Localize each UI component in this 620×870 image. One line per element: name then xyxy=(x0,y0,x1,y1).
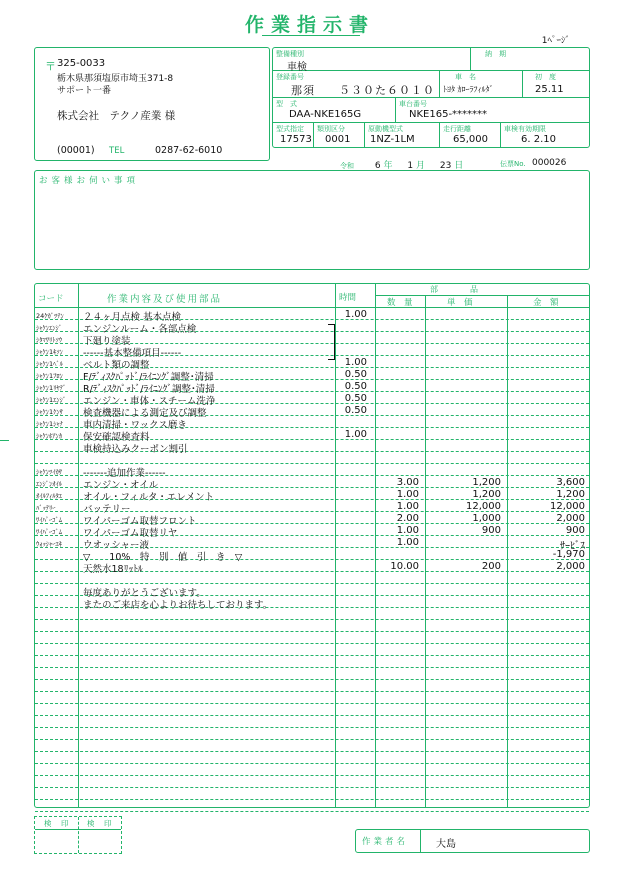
tel-label: TEL xyxy=(109,146,125,156)
row-unit-price: 200 xyxy=(481,561,501,572)
row-divider xyxy=(35,763,589,764)
row-code: ﾜｲﾊﾟｰｺﾞﾑ xyxy=(36,528,62,536)
ruibetsu-value: 0001 xyxy=(325,134,351,145)
row-description: ウオッシャー液 xyxy=(83,540,150,551)
worker-box xyxy=(355,829,590,853)
row-divider xyxy=(35,727,589,728)
row-quantity: 10.00 xyxy=(390,561,419,572)
yuko-label: 車検有効期限 xyxy=(504,125,546,133)
soko-value: 65,000 xyxy=(453,134,488,145)
work-table xyxy=(34,283,590,808)
row-description: またのご来店を心よりお待ちしております。 xyxy=(83,600,273,611)
shodo-label: 初 度 xyxy=(535,73,556,81)
row-code: ｼｬｹﾝ1ﾍﾞﾙ xyxy=(36,360,63,368)
row-description: バッテリー xyxy=(83,504,131,515)
row-code: ﾊﾞｯﾃﾘｰ xyxy=(36,504,56,512)
row-unit-price: 12,000 xyxy=(466,501,501,512)
col-code: コード xyxy=(38,294,64,304)
row-code: ｼｬｹﾝﾎｱﾝｶ xyxy=(36,432,62,440)
toroku-value: 那須 ５３０た６０１０ xyxy=(291,84,435,97)
row-amount: ｻｰﾋﾞｽ xyxy=(560,541,585,552)
margin-tick xyxy=(0,440,9,441)
row-description: エンジン・オイル xyxy=(83,480,159,491)
row-description: ワイパーゴム取替フロント xyxy=(83,516,197,527)
row-amount: 1,200 xyxy=(556,489,585,500)
row-divider xyxy=(35,583,589,584)
col-time: 時間 xyxy=(339,293,357,303)
row-code: ｼｬｹﾝ1ﾌﾛﾝ xyxy=(36,372,63,380)
gendoki-label: 原動機型式 xyxy=(368,125,403,133)
customer-name: 株式会社 テクノ産業 様 xyxy=(57,110,176,122)
soko-label: 走行距離 xyxy=(443,125,471,133)
row-description: ▽ 10% 特 別 値 引 き ▽ xyxy=(83,552,243,563)
row-code: ｼｬｹﾝ1ｴﾝｼﾞ xyxy=(36,396,67,404)
row-divider xyxy=(35,643,589,644)
row-divider xyxy=(35,787,589,788)
col-description: 作業内容及び使用部品 xyxy=(107,294,223,305)
row-code: ﾜｲﾊﾟｰｺﾞﾑ xyxy=(36,516,62,524)
row-divider xyxy=(35,703,589,704)
inspection-stamp-area xyxy=(34,816,122,854)
row-amount: 3,600 xyxy=(556,477,585,488)
row-quantity: 1.00 xyxy=(396,537,419,548)
row-quantity: 1.00 xyxy=(396,501,419,512)
page-number: 1ﾍﾟｰｼﾞ xyxy=(541,36,570,46)
row-code: ｼｬｹﾝ1ｹﾝｻ xyxy=(36,408,63,416)
worker-label: 作業者名 xyxy=(362,837,409,847)
row-divider xyxy=(35,751,589,752)
customer-tel: 0287-62-6010 xyxy=(155,145,223,156)
row-divider xyxy=(35,691,589,692)
row-code: ｼﾀﾏﾜﾘﾄｿｳ xyxy=(36,336,62,344)
row-amount: 12,000 xyxy=(550,501,585,512)
row-code: ｴﾝｼﾞﾝｵｲﾙ xyxy=(36,480,62,488)
row-divider xyxy=(35,463,589,464)
row-description: R/ﾃﾞｨｽｸﾊﾟｯﾄﾞ/ﾗｲﾆﾝｸﾞ調整･清掃 xyxy=(83,384,215,395)
row-quantity: 1.00 xyxy=(396,489,419,500)
row-description: 天然水18ﾘｯﾄﾙ xyxy=(83,564,143,575)
katashiki-label: 型 式 xyxy=(276,100,297,108)
shitei-label: 型式指定 xyxy=(276,125,304,133)
row-description: ワイパーゴム取替リヤ xyxy=(83,528,178,539)
row-description: F/ﾃﾞｨｽｸﾊﾟｯﾄﾞ/ﾗｲﾆﾝｸﾞ調整･清掃 xyxy=(83,372,214,383)
col-quantity: 数 量 xyxy=(387,298,413,308)
row-time: 0.50 xyxy=(344,393,367,404)
row-time: 0.50 xyxy=(344,381,367,392)
col-parts: 部 品 xyxy=(430,285,478,294)
slip-number: 000026 xyxy=(532,158,567,168)
row-unit-price: 1,200 xyxy=(472,489,501,500)
issue-date: 令和 6 年 1 月 23 日 xyxy=(340,161,464,171)
row-divider xyxy=(35,811,589,812)
customer-address: 栃木県那須塩原市埼玉371-8 xyxy=(57,74,174,84)
katashiki-value: DAA-NKE165G xyxy=(289,109,362,120)
postal-mark: 〒 xyxy=(45,60,56,73)
row-code: 24ｹｶﾞﾂﾃﾝ xyxy=(36,312,64,320)
row-divider xyxy=(35,799,589,800)
row-divider xyxy=(35,715,589,716)
slip-label: 伝票No. xyxy=(500,160,526,168)
requests-label: お客様お伺い事項 xyxy=(39,176,140,186)
row-description: 車検持込みクーポン割引 xyxy=(83,444,188,455)
row-description: -------追加作業------ xyxy=(83,468,166,479)
ruibetsu-label: 類別区分 xyxy=(317,125,345,133)
shitei-value: 17573 xyxy=(280,134,312,145)
worker-name: 大島 xyxy=(436,839,456,850)
row-quantity: 2.00 xyxy=(396,513,419,524)
shadai-value: NKE165-******* xyxy=(409,109,488,120)
shadai-label: 車台番号 xyxy=(399,100,427,108)
row-description: ------基本整備項目------ xyxy=(83,348,182,359)
row-amount: 2,000 xyxy=(556,513,585,524)
row-divider xyxy=(35,679,589,680)
row-divider xyxy=(35,775,589,776)
row-divider xyxy=(35,655,589,656)
title-underline xyxy=(262,35,360,36)
row-unit-price: 1,200 xyxy=(472,477,501,488)
row-time: 1.00 xyxy=(344,309,367,320)
customer-address-2: サポート一番 xyxy=(57,86,112,96)
seibi-value: 車検 xyxy=(287,62,307,73)
row-description: エンジンルーム・各部点検 xyxy=(83,324,197,335)
row-amount: 900 xyxy=(565,525,585,536)
col-unit-price: 単 価 xyxy=(447,298,473,308)
row-code: ｳｫｯｼｬｰｴｷ xyxy=(36,540,62,548)
row-description: 検査機器による測定及び調整 xyxy=(83,408,207,419)
row-quantity: 1.00 xyxy=(396,525,419,536)
row-description: 毎度ありがとうございます。 xyxy=(83,588,206,599)
inspection-label-1: 検 印 xyxy=(44,819,70,828)
customer-id: (00001) xyxy=(57,145,95,156)
row-divider xyxy=(35,739,589,740)
row-description: エンジン・車体・スチーム洗浄 xyxy=(83,396,216,407)
noki-label: 納 期 xyxy=(485,50,506,58)
row-divider xyxy=(35,631,589,632)
shamei-label: 車 名 xyxy=(455,73,476,81)
row-description: ２４ヶ月点検 基本点検 xyxy=(83,312,182,323)
inspection-label-2: 検 印 xyxy=(87,819,113,828)
customer-box xyxy=(34,47,270,161)
row-divider xyxy=(35,667,589,668)
row-code: ｼｬｹﾝｴﾝｼﾞ xyxy=(36,324,62,332)
row-unit-price: 1,000 xyxy=(472,513,501,524)
row-description: オイル・フィルタ・エレメント xyxy=(83,492,215,503)
requests-box xyxy=(34,170,590,270)
row-amount: -1,970 xyxy=(552,549,585,560)
row-quantity: 3.00 xyxy=(396,477,419,488)
row-time: 1.00 xyxy=(344,357,367,368)
row-code: ｼｬｹﾝ1ｷｿﾝ xyxy=(36,348,63,356)
col-amount: 金 額 xyxy=(533,298,559,308)
shodo-value: 25.11 xyxy=(535,84,564,95)
seibi-label: 整備種別 xyxy=(276,50,304,58)
postal-code: 325-0033 xyxy=(57,58,106,69)
row-description: ベルト類の調整 xyxy=(83,360,150,371)
row-time: 1.00 xyxy=(344,429,367,440)
row-amount: 2,000 xyxy=(556,561,585,572)
row-time: 0.50 xyxy=(344,369,367,380)
bracket-mark xyxy=(328,324,335,360)
vehicle-box xyxy=(272,47,590,148)
row-code: ｵｲﾙﾌｨﾙﾀｴ xyxy=(36,492,62,500)
gendoki-value: 1NZ-1LM xyxy=(370,134,415,145)
toroku-label: 登録番号 xyxy=(276,73,304,81)
row-unit-price: 900 xyxy=(481,525,501,536)
row-code: ｼｬｹﾝ1ｼｬﾅ xyxy=(36,420,63,428)
yuko-value: 6. 2.10 xyxy=(521,134,556,145)
document-title: 作業指示書 xyxy=(244,14,375,36)
row-description: 保安確認検査料 xyxy=(83,432,150,443)
row-code: ｼｬｹﾝﾂｲｶｻ xyxy=(36,468,62,476)
row-description: 車内清掃・ワックス磨き xyxy=(83,420,187,431)
shamei-value: ﾄﾖﾀ ｶﾛｰﾗﾌｨﾙﾀﾞ xyxy=(443,85,494,94)
row-code: ｼｬｹﾝ1ﾘﾔﾃﾞ xyxy=(36,384,67,392)
row-time: 0.50 xyxy=(344,405,367,416)
row-divider xyxy=(35,619,589,620)
row-description: 下廻り塗装 xyxy=(83,336,131,347)
